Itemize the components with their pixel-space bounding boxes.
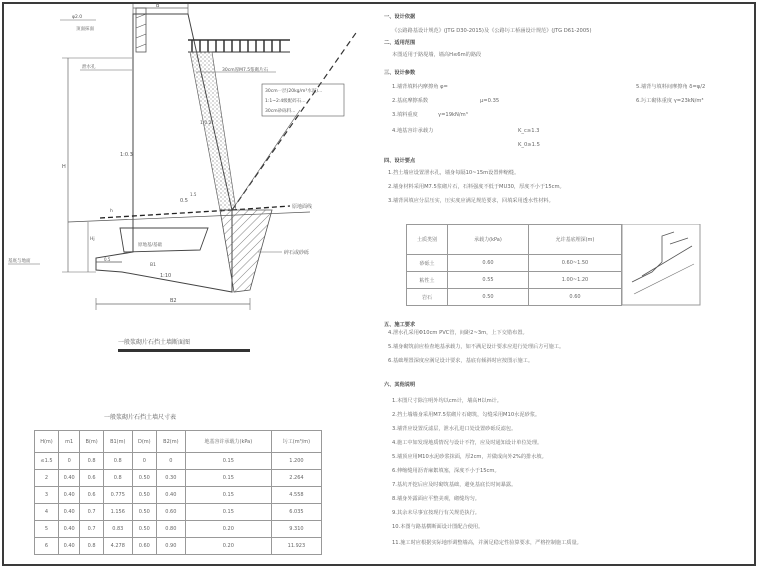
note-e0: 六、其他说明	[384, 382, 416, 388]
note-s2: 二、适用范围	[384, 40, 416, 46]
table-row	[35, 470, 322, 487]
cell: 0.40	[58, 470, 79, 487]
foundation-hatch	[220, 210, 272, 292]
label-left-note: 基底与地面	[8, 259, 31, 264]
cell: 0.60~1.50	[529, 255, 622, 272]
note-e4: 4.施工中如发现地质情况与设计不符，应及时通知设计单位处理。	[392, 440, 543, 446]
cell: 4	[35, 504, 59, 521]
cell: 0.15	[185, 504, 271, 521]
cell: 0.30	[156, 470, 185, 487]
cell: 4.558	[271, 487, 321, 504]
cell: 0.50	[132, 487, 156, 504]
cell: 0.15	[185, 487, 271, 504]
soil-th-1: 承载力(kPa)	[448, 225, 529, 255]
note-e11: 11.施工时应根据实际地形调整墙高，并满足稳定性验算要求，严格控制施工质量。	[392, 540, 582, 546]
note-e9: 9.其余未尽事宜按现行有关规范执行。	[392, 510, 480, 516]
note-p3: 3.填料重度	[392, 112, 418, 118]
table-title: 一般浆砌片石挡土墙尺寸表	[104, 414, 177, 421]
cell: 0.8	[103, 470, 132, 487]
cell: ≤1.5	[35, 453, 59, 470]
cell: 1.156	[103, 504, 132, 521]
cell: 11.923	[271, 538, 321, 555]
dim-height: H	[62, 164, 66, 170]
cell: 0.60	[529, 289, 622, 306]
table-row	[35, 538, 322, 555]
table-row	[407, 272, 622, 289]
table-row	[407, 289, 622, 306]
cell: 0.40	[58, 521, 79, 538]
table-row	[35, 521, 322, 538]
cell: 0.80	[156, 521, 185, 538]
note-v1: μ=0.35	[480, 98, 500, 104]
cell: 0.8	[80, 453, 103, 470]
label-ground: 原地面线	[292, 204, 313, 210]
note-e5: 5.墙顶应用M10水泥砂浆抹面，厚2cm，并做成向外2%的排水坡。	[392, 454, 547, 460]
cell: 0.50	[132, 504, 156, 521]
label-cap: φ2.0	[72, 15, 83, 20]
cell: 0.40	[156, 487, 185, 504]
cell: 0.6	[80, 470, 103, 487]
cell: 2	[35, 470, 59, 487]
note-c3: 6.基础埋置深度应满足设计要求，基底有倾斜时应按图示施工。	[388, 358, 534, 364]
note-s5: 五、施工要求	[384, 322, 416, 328]
cell: 0.15	[185, 453, 271, 470]
cell: 0.40	[58, 504, 79, 521]
drawing-title: 一般浆砌片石挡土墙断面图	[118, 339, 191, 346]
cell: 0	[58, 453, 79, 470]
note-e10: 10.本图与路基横断面设计图配合使用。	[392, 524, 484, 530]
note-v3a: K_c≥1.3	[518, 128, 540, 134]
note-s2a: 本图适用于路堤墙，墙高H≤6m的路段	[392, 52, 482, 58]
label-backfill: 碎石或砂砾	[284, 250, 310, 256]
tag-1: 0.5	[104, 257, 111, 262]
cell: 0.40	[58, 487, 79, 504]
cell: 4.278	[103, 538, 132, 555]
note-d3: 3.墙背回填应分层压实，压实度应满足规范要求，回填采用透水性材料。	[388, 198, 554, 204]
note-e2: 2.挡土墙墙身采用M7.5浆砌片石砌筑，勾缝采用M10水泥砂浆。	[392, 412, 541, 418]
callout-line-2: 1:1~2:4级配碎石...	[265, 99, 306, 104]
cell: 0.20	[185, 538, 271, 555]
note-v2: γ=19kN/m³	[438, 112, 468, 118]
th-6: 地基容许承载力(kPa)	[185, 431, 271, 453]
callout-line-1: 30cm一层(20kg/m³水泥)...	[265, 89, 323, 94]
cell: 0.15	[185, 470, 271, 487]
dim-h1: Hj	[90, 237, 95, 242]
label-seg-a: 0.5	[180, 198, 188, 204]
cell: 6.035	[271, 504, 321, 521]
cell: 1.200	[271, 453, 321, 470]
existing-ground-dashed	[100, 210, 232, 218]
cell: 9.310	[271, 521, 321, 538]
note-c2: 5.墙身砌筑前应检查地基承载力，如不满足设计要求应进行处理后方可施工。	[388, 344, 565, 350]
label-fill-spec: 30cm厚M7.5浆砌片石	[222, 68, 269, 73]
note-e8: 8.墙身外露面应平整美观，砌缝均匀。	[392, 496, 480, 502]
cell: 0.7	[80, 521, 103, 538]
cell: 3	[35, 487, 59, 504]
cell: 0.83	[103, 521, 132, 538]
note-s3: 三、设计参数	[384, 70, 416, 76]
cell: 0.50	[132, 521, 156, 538]
cell: 2.264	[271, 470, 321, 487]
cell: 6	[35, 538, 59, 555]
cell: 0.775	[103, 487, 132, 504]
note-e6: 6.伸缩缝用沥青麻絮填塞，深度不小于15cm。	[392, 468, 500, 474]
cell: 0.8	[80, 538, 103, 555]
note-p2: 2.基底摩擦系数	[392, 98, 429, 104]
label-base-slope: 1:10	[160, 273, 172, 279]
cell: 0	[156, 453, 185, 470]
cell: 0.40	[58, 538, 79, 555]
note-v3b: K_0≥1.5	[518, 142, 540, 148]
size-table	[34, 430, 322, 555]
cell: 岩石	[407, 289, 448, 306]
height-dimension	[62, 58, 132, 272]
cell: 0.90	[156, 538, 185, 555]
drawing-title-underline	[118, 349, 250, 352]
dim-top-width: B	[156, 3, 160, 9]
note-d2: 2.墙身材料采用M7.5浆砌片石，石料强度不低于MU30，厚度不小于15cm。	[388, 184, 565, 190]
railing	[188, 40, 290, 52]
note-s1: 一、设计依据	[384, 14, 416, 20]
cell: 0.6	[80, 487, 103, 504]
th-7: 圬工(m³/m)	[271, 431, 321, 453]
cell: 0.50	[448, 289, 529, 306]
cell: 5	[35, 521, 59, 538]
slip-line	[232, 30, 358, 210]
note-e7: 7.基坑开挖后应及时砌筑基础，避免基底长时间暴露。	[392, 482, 517, 488]
th-4: D(m)	[132, 431, 156, 453]
ground-line	[68, 212, 310, 222]
fill-callout	[262, 84, 344, 116]
cell: 0.60	[132, 538, 156, 555]
cell: 0	[132, 453, 156, 470]
top-width-dimension	[133, 3, 188, 14]
cell: 粘性土	[407, 272, 448, 289]
cell: 0.20	[185, 521, 271, 538]
label-drain: 泄水孔	[82, 65, 96, 70]
soil-table	[406, 224, 622, 306]
cell: 0.7	[80, 504, 103, 521]
label-back-slope: 1:0.2	[200, 121, 212, 126]
cell: 0.55	[448, 272, 529, 289]
cell: 1.00~1.20	[529, 272, 622, 289]
slope-sketch	[622, 224, 702, 306]
table-row	[407, 255, 622, 272]
drainage-layer	[190, 52, 236, 210]
cell: 0.50	[132, 470, 156, 487]
note-e3: 3.墙背应设置反滤层，泄水孔进口处设置砂砾反滤包。	[392, 426, 517, 432]
note-e1: 1.本图尺寸除注明外均以cm计，墙高H以m计。	[392, 398, 502, 404]
soil-th-2: 允许基底埋深(m)	[529, 225, 622, 255]
table-row	[35, 504, 322, 521]
tag-2: 1.5	[190, 192, 197, 197]
label-row-h1: h	[110, 209, 113, 214]
dim-base-width: B2	[170, 298, 177, 304]
cell: 砂砾土	[407, 255, 448, 272]
soil-th-0: 土质类别	[407, 225, 448, 255]
label-cap-note: 顶面抹面	[76, 27, 94, 32]
table-row	[35, 487, 322, 504]
label-face-slope: 1:0.3	[120, 152, 133, 158]
note-s4: 四、设计要点	[384, 158, 416, 164]
note-c1: 4.泄水孔采用Φ10cm PVC管，间距2~3m，上下交错布置。	[388, 330, 528, 336]
note-s1a: 《公路路基设计规范》(JTG D30-2015)及《公路圬工桥涵设计规范》(JTG D61-2005)	[392, 28, 592, 34]
th-3: B1(m)	[103, 431, 132, 453]
cell: 0.60	[156, 504, 185, 521]
th-2: B(m)	[80, 431, 103, 453]
callout-line-3: 30cm砂砾料...	[265, 109, 296, 114]
th-0: H(m)	[35, 431, 59, 453]
label-toe: B1	[150, 263, 156, 268]
table-row	[35, 453, 322, 470]
note-d1: 1.挡土墙应设置泄水孔，墙身每隔10~15m设置伸缩缝。	[388, 170, 520, 176]
th-5: B2(m)	[156, 431, 185, 453]
cell: 0.8	[103, 453, 132, 470]
label-found: 原地基/基础	[138, 243, 163, 248]
cell: 0.60	[448, 255, 529, 272]
note-p5: 5.墙背与填料间摩擦角 δ=φ/2	[636, 84, 706, 90]
note-p1: 1.墙背填料内摩擦角 φ=	[392, 84, 448, 90]
note-p4: 4.地基容许承载力	[392, 128, 434, 134]
note-p6: 6.圬工砌体重度 γ=23kN/m³	[636, 98, 704, 104]
th-1: m1	[58, 431, 79, 453]
